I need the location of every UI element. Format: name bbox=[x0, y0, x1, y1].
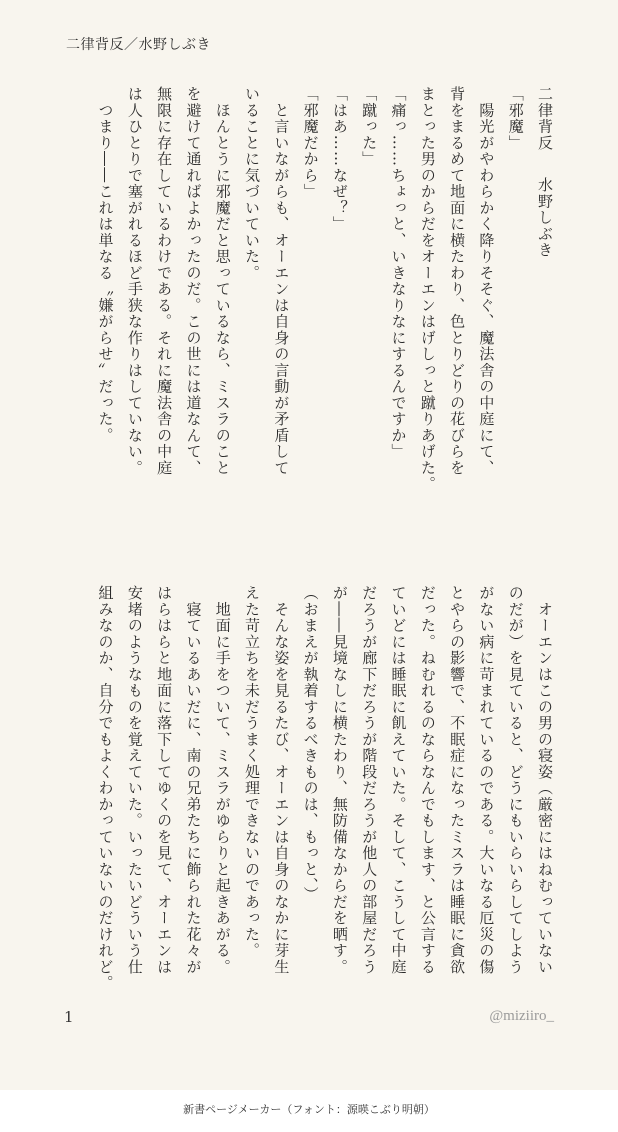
text-line: が――見境なしに横たわり、無防備なからだを晒す。 bbox=[330, 585, 349, 975]
text-line: 「痛っ……ちょっと、いきなりなにするんですか」 bbox=[389, 86, 408, 460]
text-line: だった。ねむれるのならなんでもします、と公言する bbox=[418, 585, 437, 975]
work-title: 二律背反 bbox=[536, 86, 554, 151]
text-line: まとった男のからだをオーエンはげしっと蹴りあげた。 bbox=[418, 86, 437, 493]
text-block-top bbox=[61, 86, 559, 526]
text-line: 寝ているあいだに、南の兄弟たちに飾られた花々が bbox=[184, 585, 203, 975]
page-number: 1 bbox=[64, 1008, 74, 1026]
text-line: 「邪魔だから」 bbox=[301, 86, 320, 200]
text-line: はらはらと地面に落下してゆくのを見て、オーエンは bbox=[155, 585, 174, 975]
title-line bbox=[530, 86, 559, 526]
text-line: と言いながらも、オーエンは自身の言動が矛盾して bbox=[272, 86, 291, 476]
text-line: 「邪魔」 bbox=[506, 86, 525, 151]
text-line: がない病に苛まれているのである。大いなる厄災の傷 bbox=[477, 585, 496, 975]
text-line: えた苛立ちを未だうまく処理できないのであった。 bbox=[243, 585, 262, 959]
text-line: 組みなのか、自分でもよくわかっていないのだけれど。 bbox=[96, 585, 115, 992]
text-line: 地面に手をついて、ミスラがゆらりと起きあがる。 bbox=[213, 585, 232, 975]
running-header: 二律背反／水野しぶき bbox=[66, 37, 211, 53]
text-line: 無限に存在しているわけである。それに魔法舎の中庭 bbox=[155, 86, 174, 476]
text-line: ていどには睡眠に飢えていた。そして、こうして中庭 bbox=[389, 585, 408, 975]
text-line: （おまえが執着するべきものは、もっと、） bbox=[301, 585, 320, 903]
text-line: 陽光がやわらかく降りそそぐ、魔法舎の中庭にて、 bbox=[477, 86, 496, 476]
text-line: 安堵のようなものを覚えていた。いったいどういう仕 bbox=[125, 585, 144, 975]
author-handle: @miziiro_ bbox=[489, 1008, 554, 1024]
text-line: とやらの影響で、不眠症になったミスラは睡眠に貪欲 bbox=[448, 585, 467, 975]
text-line: ほんとうに邪魔だと思っているなら、ミスラのこと bbox=[213, 86, 232, 476]
text-line: 「はあ……なぜ？」 bbox=[330, 86, 349, 233]
text-line: だろうが廊下だろうが階段だろうが他人の部屋だろう bbox=[360, 585, 379, 975]
text-line: つまり――これは単なる〝嫌がらせ〟だった。 bbox=[96, 86, 115, 444]
text-line: を避けて通ればよかったのだ。この世には道なんて、 bbox=[184, 86, 203, 476]
text-line: オーエンはこの男の寝姿（厳密にはねむっていない bbox=[536, 585, 554, 975]
text-line: 「蹴った」 bbox=[360, 86, 379, 168]
author-name: 水野しぶき bbox=[536, 177, 554, 259]
text-line: そんな姿を見るたび、オーエンは自身のなかに芽生 bbox=[272, 585, 291, 975]
text-line: 背をまるめて地面に横たわり、色とりどりの花びらを bbox=[448, 86, 467, 476]
text-line: は人ひとりで塞がれるほど手狭な作りはしていない。 bbox=[125, 86, 144, 476]
generator-credit: 新書ページメーカー（フォント：源暎こぶり明朝） bbox=[183, 1103, 435, 1116]
text-block-bottom bbox=[61, 585, 559, 1025]
text-line: のだが）を見ていると、どうにもいらいらしてしよう bbox=[506, 585, 525, 975]
text-line: いることに気づいていた。 bbox=[243, 86, 262, 281]
